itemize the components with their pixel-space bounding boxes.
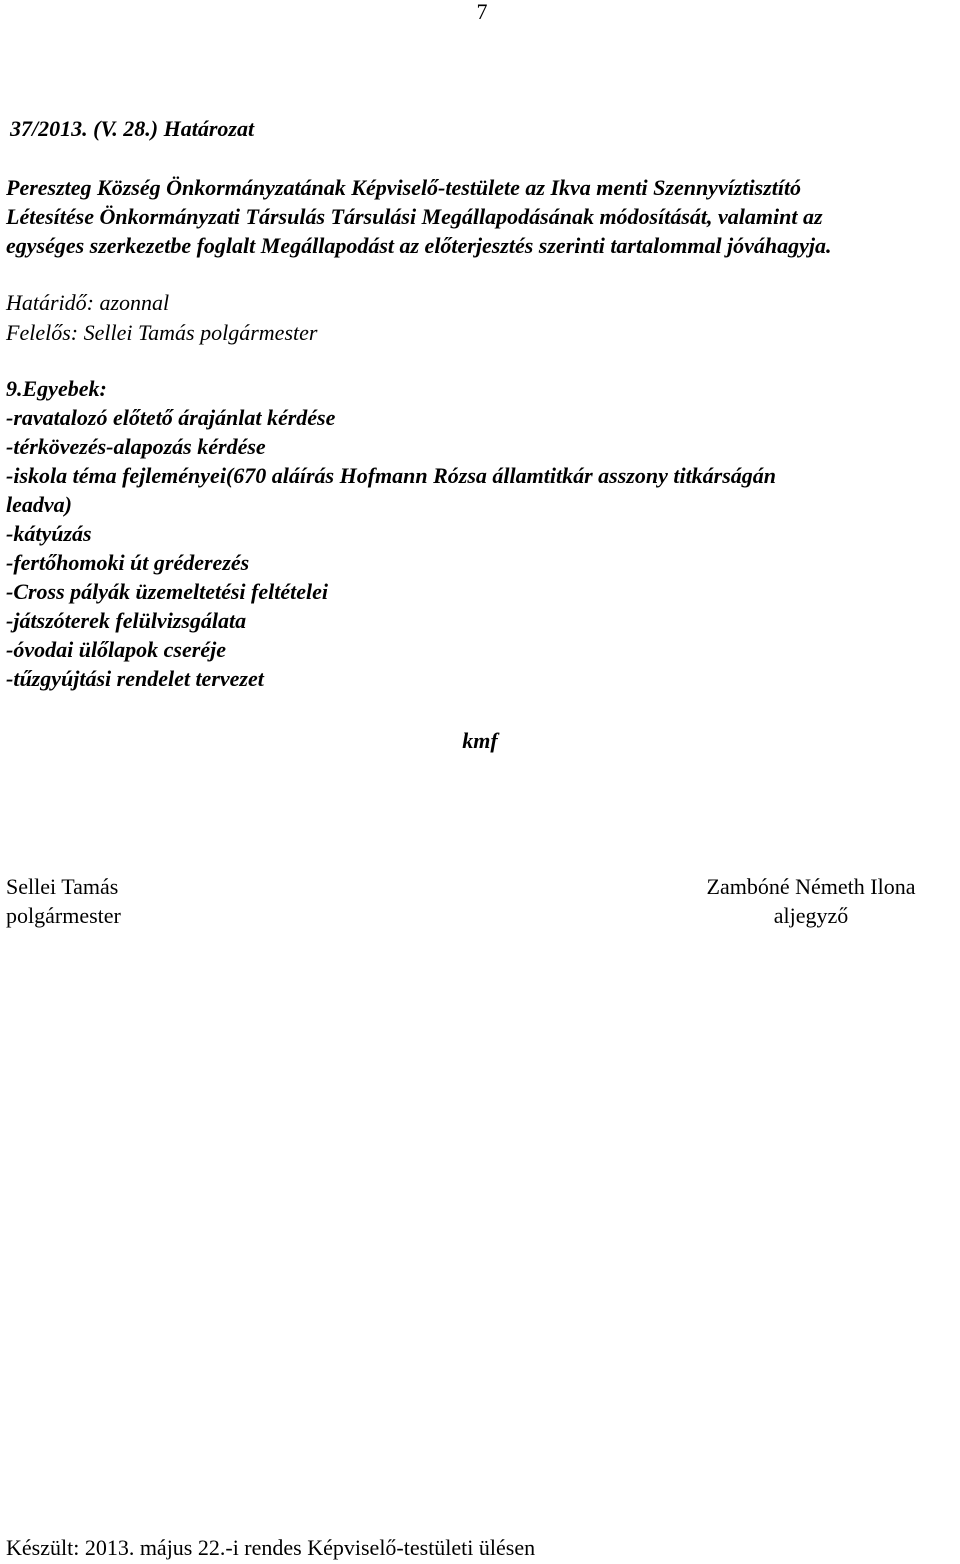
agenda-item: -óvodai ülőlapok cseréje: [6, 637, 226, 662]
resolution-body: [6, 173, 956, 260]
responsible: Felelős: Sellei Tamás polgármester: [6, 320, 318, 345]
agenda-item: -Cross pályák üzemeltetési feltételei: [6, 579, 328, 604]
deadline: Határidő: azonnal: [6, 290, 170, 315]
signature-right: [688, 872, 934, 930]
resolution-body-line: Létesítése Önkormányzati Társulás Társulási Megállapodásának módosítását, valamint az: [6, 204, 823, 229]
agenda-block: [6, 374, 776, 693]
signature-left: [6, 872, 121, 930]
resolution-body-line: Pereszteg Község Önkormányzatának Képviselő-testülete az Ikva menti Szennyvíztisztító: [6, 175, 802, 200]
signature-right-name: Zambóné Németh Ilona: [706, 874, 916, 899]
agenda-item: -játszóterek felülvizsgálata: [6, 608, 247, 633]
signature-right-title: aljegyző: [773, 903, 849, 928]
agenda-item: -tűzgyújtási rendelet tervezet: [6, 666, 264, 691]
agenda-item: -iskola téma fejleményei(670 aláírás Hofmann Rózsa államtitkár asszony titkárságán: [6, 463, 777, 488]
agenda-item: -ravatalozó előtető árajánlat kérdése: [6, 405, 336, 430]
signature-left-name: Sellei Tamás: [6, 874, 119, 899]
page-number: 7: [476, 0, 488, 24]
resolution-id: 37/2013. (V. 28.) Határozat: [10, 116, 255, 141]
agenda-item: -kátyúzás: [6, 521, 92, 546]
deadline-block: [6, 288, 317, 348]
agenda-item: -térkövezés-alapozás kérdése: [6, 434, 266, 459]
agenda-item: leadva): [6, 492, 72, 517]
footer-note: Készült: 2013. május 22.-i rendes Képviselő-testületi ülésen: [6, 1535, 536, 1560]
agenda-item: -fertőhomoki út gréderezés: [6, 550, 250, 575]
resolution-body-line: egységes szerkezetbe foglalt Megállapodást az előterjesztés szerinti tartalommal jóváhagyja.: [6, 233, 832, 258]
kmf-label: kmf: [462, 728, 498, 753]
signature-left-title: polgármester: [6, 903, 121, 928]
agenda-heading: 9.Egyebek:: [6, 376, 107, 401]
